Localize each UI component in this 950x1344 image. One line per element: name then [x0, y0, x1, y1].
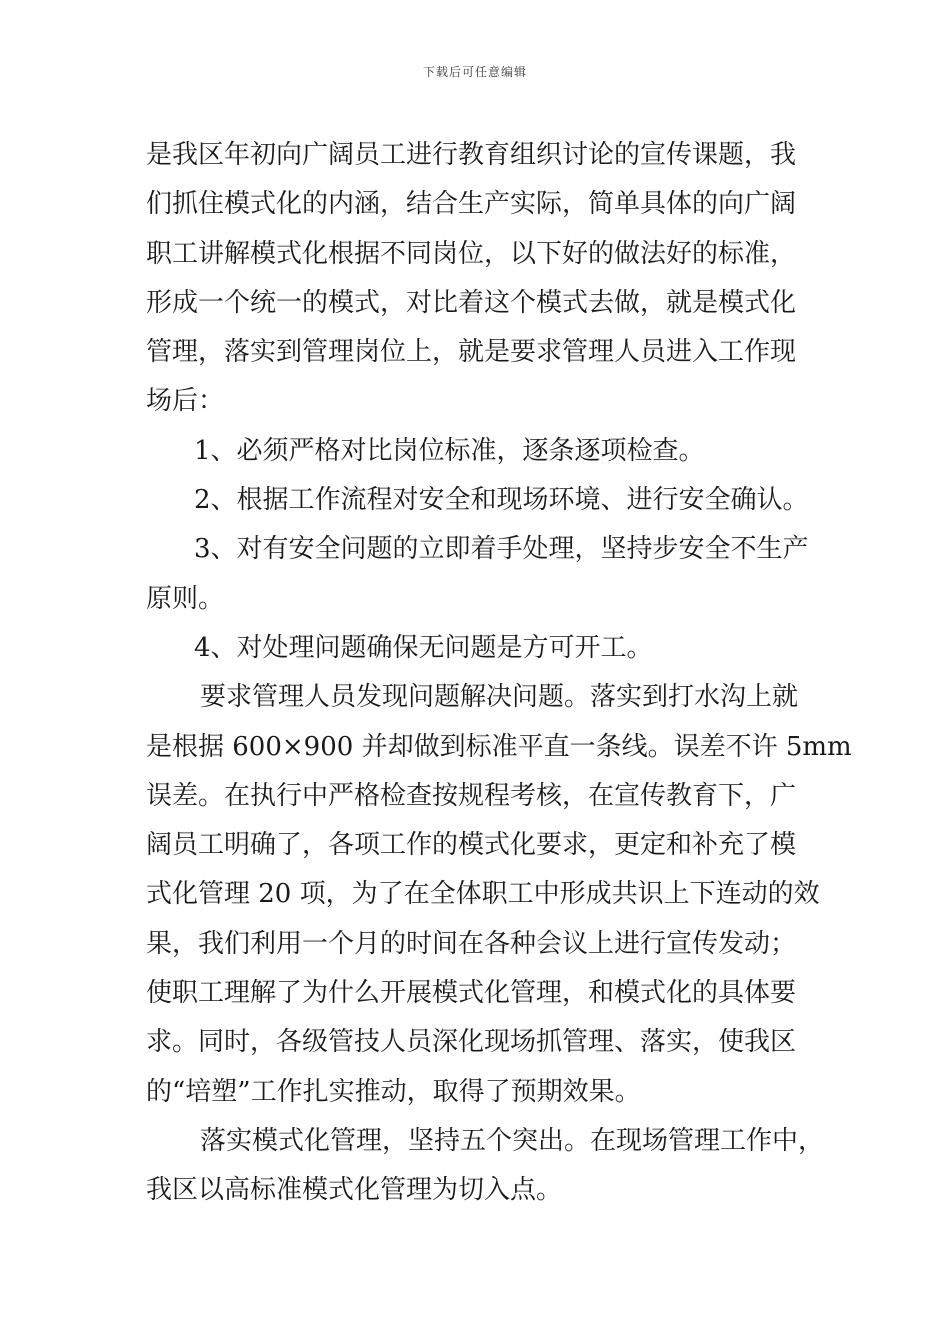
list-item: 4、对处理问题确保无问题是方可开工。: [194, 632, 653, 663]
text-line: 误差。在执行中严格检查按规程考核，在宣传教育下，广: [146, 780, 797, 811]
text-line: 原则。: [146, 583, 225, 614]
body-text: [146, 131, 852, 1216]
text-line: 的“培塑”工作扎实推动，取得了预期效果。: [146, 1076, 641, 1107]
header-note: 下载后可任意编辑: [422, 65, 527, 79]
text-line: 式化管理 20 项，为了在全体职工中形成共识上下连动的效: [146, 879, 820, 910]
text-line: 阔员工明确了，各项工作的模式化要求，更定和补充了模: [146, 830, 797, 861]
list-item: 3、对有安全问题的立即着手处理，坚持步安全不生产: [194, 534, 809, 565]
text-line: 管理，落实到管理岗位上，就是要求管理人员进入工作现: [146, 337, 797, 368]
text-line: 果，我们利用一个月的时间在各种会议上进行宣传发动；: [146, 928, 797, 959]
paragraph-start: 落实模式化管理，坚持五个突出。在现场管理工作中，: [200, 1125, 825, 1156]
text-line: 形成一个统一的模式，对比着这个模式去做，就是模式化: [146, 287, 797, 318]
list-item: 1、必须严格对比岗位标准，逐条逐项检查。: [194, 435, 705, 466]
text-line: 场后：: [146, 386, 225, 417]
text-line: 职工讲解模式化根据不同岗位，以下好的做法好的标准，: [146, 238, 797, 269]
text-line: 们抓住模式化的内涵，结合生产实际，简单具体的向广阔: [146, 189, 797, 220]
paragraph-start: 要求管理人员发现问题解决问题。落实到打水沟上就: [200, 682, 799, 713]
text-line: 求。同时，各级管技人员深化现场抓管理、落实，使我区: [146, 1027, 797, 1058]
text-line: 是根据 600×900 并却做到标准平直一条线。误差不许 5mm: [146, 731, 852, 762]
list-item: 2、根据工作流程对安全和现场环境、进行安全确认。: [194, 485, 809, 516]
text-line: 我区以高标准模式化管理为切入点。: [146, 1175, 563, 1206]
text-line: 是我区年初向广阔员工进行教育组织讨论的宣传课题，我: [146, 140, 797, 170]
text-line: 使职工理解了为什么开展模式化管理，和模式化的具体要: [146, 978, 797, 1009]
